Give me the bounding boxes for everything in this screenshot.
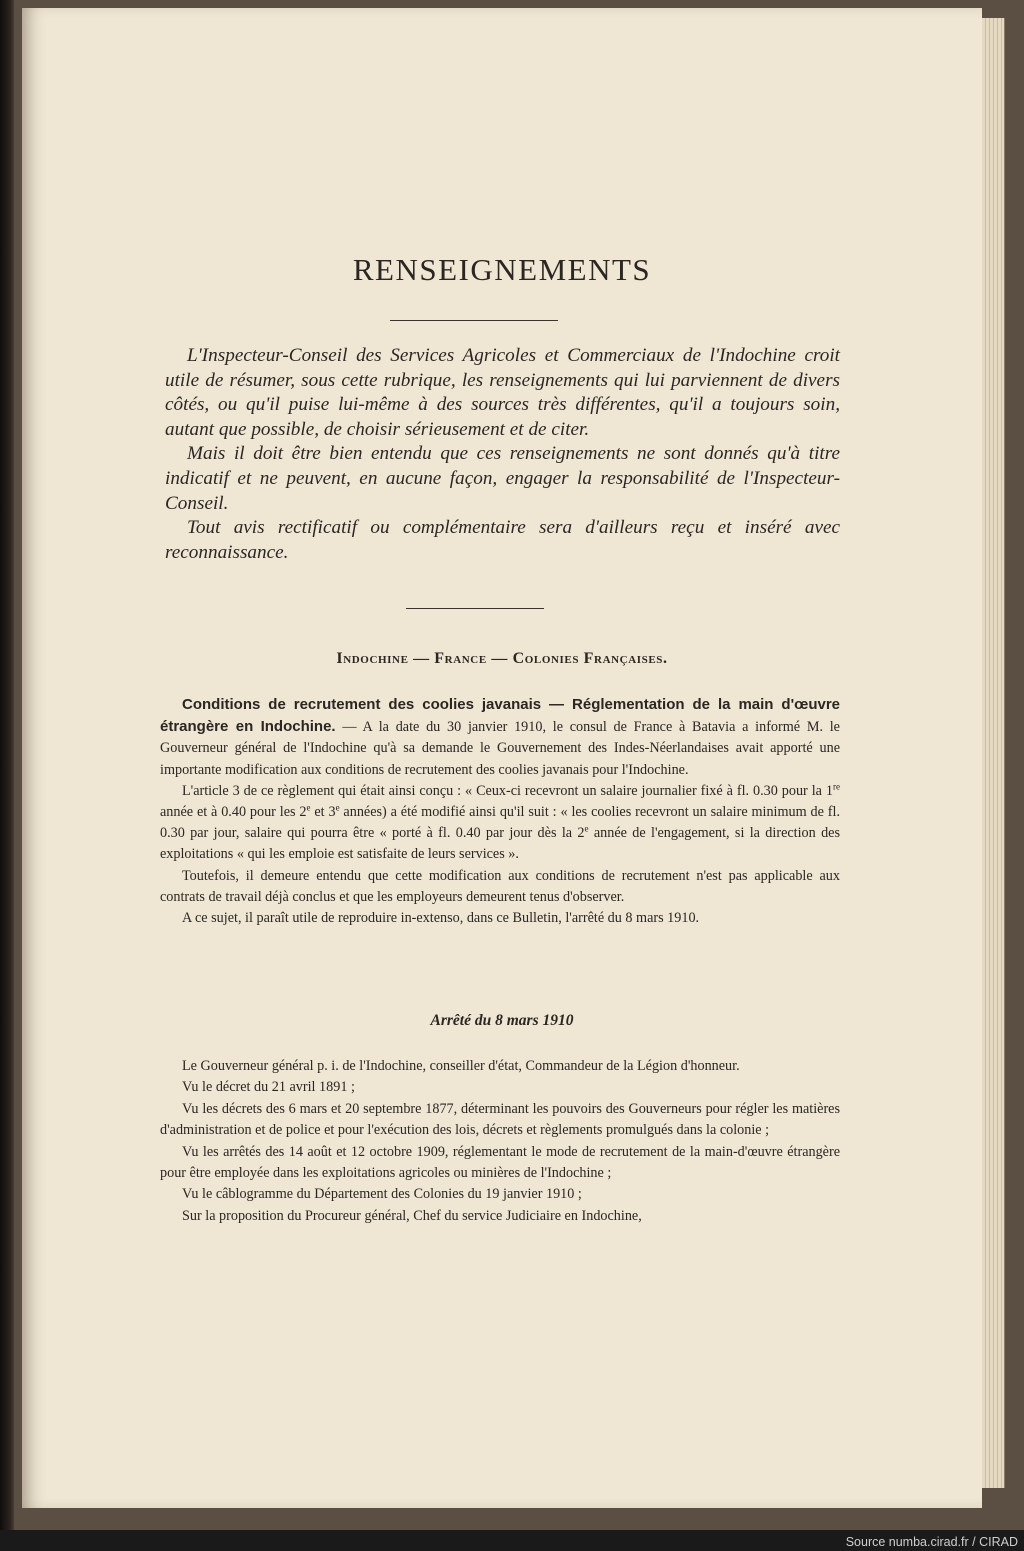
decree-paragraph: Vu le décret du 21 avril 1891 ; — [182, 1079, 355, 1096]
superscript: e — [584, 823, 589, 834]
article-lead-paragraph — [160, 694, 840, 781]
decree-paragraph: Sur la proposition du Procureur général, Chef du service Judiciaire en Indochine, — [182, 1207, 642, 1224]
decree-paragraph: Vu les arrêtés des 14 août et 12 octobre 1909, réglementant le mode de recrutement de la main-d'œuvre étrangère pour être employée dans les exploitations agricoles ou minières de l'Indochine ; — [160, 1143, 840, 1182]
section-heading: Indochine — France — Colonies Françaises. — [336, 650, 668, 667]
text-run: année de l'engagement, si la direction des exploitations « qui les emploie est satisfaite de leurs services ». — [160, 825, 840, 863]
article-lead: — A la date du 30 janvier 1910, le consul de France à Batavia a informé M. le Gouverneur général de l'Indochine qu'à sa demande le Gouvernement des Indes-Néerlandaises avait apporté une importante modification aux conditions de recrutement des coolies javanais pour l'Indochine. — [160, 719, 840, 778]
article-title: Conditions de recrutement des coolies javanais — Réglementation de la main d'œuvre étrangère en Indochine. — [160, 696, 840, 736]
superscript: re — [833, 781, 840, 792]
decree-paragraph: Le Gouverneur général p. i. de l'Indochine, conseiller d'état, Commandeur de la Légion d'honneur. — [182, 1058, 740, 1074]
page-title: RENSEIGNEMENTS — [352, 252, 652, 287]
superscript: e — [306, 802, 311, 813]
intro-paragraph: Mais il doit être bien entendu que ces renseignements ne sont donnés qu'à titre indicatif et ne peuvent, en aucune façon, engager la responsabilité de l'Inspecteur-Conseil. — [165, 443, 840, 514]
book-binding — [0, 0, 14, 1530]
decree-paragraph: Vu le câblogramme du Département des Colonies du 19 janvier 1910 ; — [182, 1186, 582, 1203]
text-run: année et à 0.40 pour les 2 — [160, 804, 307, 821]
source-credit: Source numba.cirad.fr / CIRAD — [845, 1535, 1018, 1549]
decree-title: Arrêté du 8 mars 1910 — [430, 1012, 574, 1029]
decree-body — [160, 1056, 840, 1227]
article-paragraph: Toutefois, il demeure entendu que cette modification aux conditions de recrutement n'est pas applicable aux contrats de travail déjà conclus et que les employeurs demeurent tenus d'observer. — [160, 867, 840, 905]
text-run: années) a été modifié ainsi qu'il suit : « les coolies recevront un salaire minimum de fl. 0.30 par jour, salaire qui pourra être « porté à fl. 0.40 par jour dès la 2 — [160, 804, 840, 842]
intro-divider — [406, 608, 544, 609]
text-run: et 3 — [310, 804, 336, 821]
intro-paragraph: L'Inspecteur-Conseil des Services Agricoles et Commerciaux de l'Indochine croit utile de résumer, sous cette rubrique, les renseignements qui lui parviennent de divers côtés, ou qu'il puise lui-même à des sources très différentes, qu'il a toujours soin, autant que possible, de choisir sérieusement et de citer. — [165, 345, 840, 440]
intro-paragraph: Tout avis rectificatif ou complémentaire sera d'ailleurs reçu et inséré avec reconnaissance. — [165, 517, 840, 563]
title-divider — [390, 320, 558, 321]
superscript: e — [335, 802, 340, 813]
intro-notice — [165, 344, 840, 565]
article-body — [160, 694, 840, 929]
article-paragraph: A ce sujet, il paraît utile de reproduire in-extenso, dans ce Bulletin, l'arrêté du 8 mars 1910. — [182, 910, 700, 927]
article-paragraph — [160, 781, 840, 866]
decree-paragraph: Vu les décrets des 6 mars et 20 septembre 1877, déterminant les pouvoirs des Gouverneurs pour régler les matières d'administration et de police et pour l'exécution des lois, décrets et règlements promulgués dans la colonie ; — [160, 1100, 840, 1139]
text-run: L'article 3 de ce règlement qui était ainsi conçu : « Ceux-ci recevront un salaire journalier fixé à fl. 0.30 pour la 1 — [182, 782, 833, 799]
document-page — [22, 8, 982, 1508]
